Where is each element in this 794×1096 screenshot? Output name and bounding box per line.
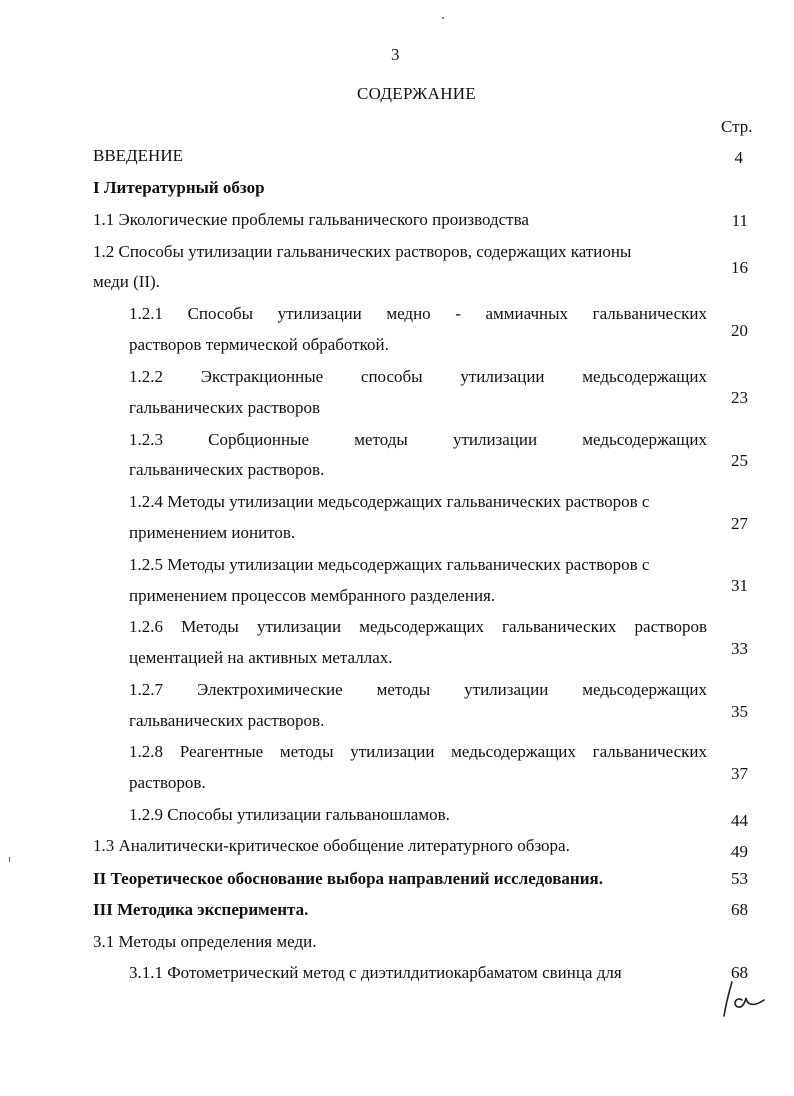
toc-entry-1-2-2-line-2: гальванических растворов xyxy=(129,398,321,417)
toc-entry-1-2-line-2: меди (II). xyxy=(93,272,160,291)
toc-chapter-3: III Методика эксперимента. xyxy=(93,900,309,919)
toc-entry-1-2-3-line-1: 1.2.3 Сорбционные методы утилизации медьсодержащих xyxy=(129,430,707,449)
toc-page-number: 35 xyxy=(731,702,748,721)
toc-page-number: 44 xyxy=(731,811,748,830)
toc-entry-1-2-9: 1.2.9 Способы утилизации гальваношламов. xyxy=(129,805,450,824)
toc-entry-3-1: 3.1 Методы определения меди. xyxy=(93,932,317,951)
scan-speck xyxy=(442,17,444,19)
scan-speck xyxy=(9,857,10,862)
toc-page-number: 16 xyxy=(731,258,748,277)
toc-entry-1-2-6-line-1: 1.2.6 Методы утилизации медьсодержащих гальванических растворов xyxy=(129,617,707,636)
toc-page-number: 25 xyxy=(731,451,748,470)
toc-entry-1-2-line-1: 1.2 Способы утилизации гальванических растворов, содержащих катионы xyxy=(93,242,632,261)
toc-entry-3-1-1: 3.1.1 Фотометрический метод с диэтилдитиокарбаматом свинца для xyxy=(129,963,622,982)
toc-page-number: 4 xyxy=(734,148,743,167)
toc-entry-1-2-1-line-2: растворов термической обработкой. xyxy=(129,335,389,354)
toc-page-number: 23 xyxy=(731,388,748,407)
toc-entry-1-1: 1.1 Экологические проблемы гальванического производства xyxy=(93,210,529,229)
toc-entry-1-2-7-line-1: 1.2.7 Электрохимические методы утилизации медьсодержащих xyxy=(129,680,707,699)
toc-page-number: 68 xyxy=(731,963,748,982)
toc-entry-1-2-4-line-2: применением ионитов. xyxy=(129,523,296,542)
toc-page-number: 68 xyxy=(731,900,748,919)
toc-chapter-1: I Литературный обзор xyxy=(93,178,265,197)
page-title: СОДЕРЖАНИЕ xyxy=(357,84,477,103)
toc-page-number: 33 xyxy=(731,639,748,658)
toc-chapter-2: II Теоретическое обоснование выбора направлений исследования. xyxy=(93,869,603,888)
page-number: 3 xyxy=(391,45,400,64)
toc-entry-1-2-6-line-2: цементацией на активных металлах. xyxy=(129,648,393,667)
toc-page-number: 20 xyxy=(731,321,748,340)
toc-page-number: 53 xyxy=(731,869,748,888)
toc-entry-1-2-2-line-1: 1.2.2 Экстракционные способы утилизации медьсодержащих xyxy=(129,367,707,386)
toc-page-number: 31 xyxy=(731,576,748,595)
toc-entry-1-3: 1.3 Аналитически-критическое обобщение литературного обзора. xyxy=(93,836,570,855)
toc-page-number: 37 xyxy=(731,764,748,783)
toc-entry-1-2-7-line-2: гальванических растворов. xyxy=(129,711,325,730)
toc-entry-1-2-8-line-2: растворов. xyxy=(129,773,206,792)
toc-entry-1-2-5-line-1: 1.2.5 Методы утилизации медьсодержащих гальванических растворов с xyxy=(129,555,650,574)
toc-entry-introduction: ВВЕДЕНИЕ xyxy=(93,146,183,165)
toc-entry-1-2-5-line-2: применением процессов мембранного разделения. xyxy=(129,586,496,605)
toc-entry-1-2-8-line-1: 1.2.8 Реагентные методы утилизации медьсодержащих гальванических xyxy=(129,742,707,761)
toc-entry-1-2-1-line-1: 1.2.1 Способы утилизации медно - аммиачных гальванических xyxy=(129,304,707,323)
page-column-label: Стр. xyxy=(721,117,753,136)
toc-page-number: 11 xyxy=(731,211,748,230)
toc-page-number: 27 xyxy=(731,514,748,533)
handwritten-signature xyxy=(718,978,770,1020)
toc-entry-1-2-3-line-2: гальванических растворов. xyxy=(129,460,325,479)
toc-page-number: 49 xyxy=(731,842,748,861)
toc-entry-1-2-4-line-1: 1.2.4 Методы утилизации медьсодержащих гальванических растворов с xyxy=(129,492,650,511)
